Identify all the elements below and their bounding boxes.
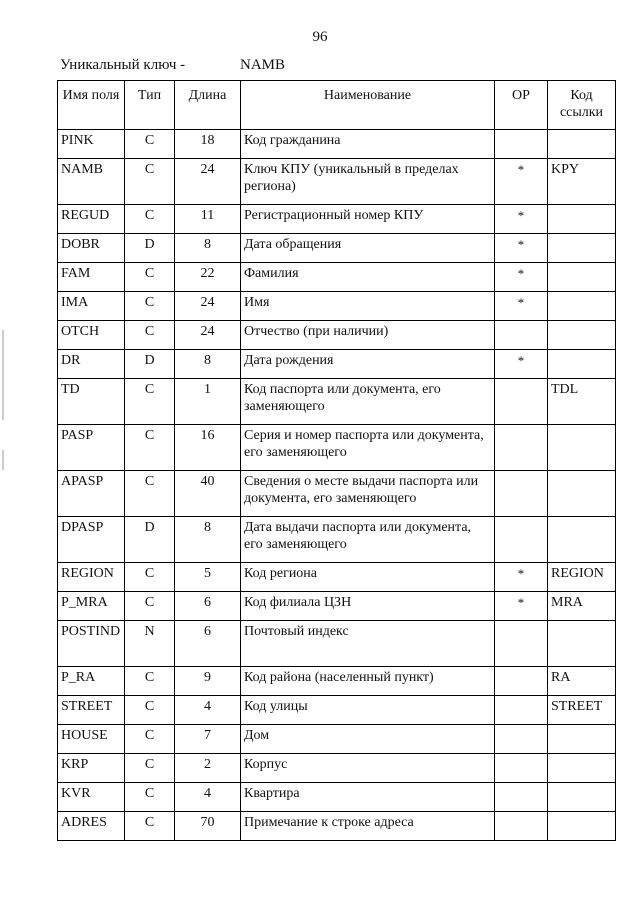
cell-required: * xyxy=(495,205,548,234)
cell-required xyxy=(495,425,548,471)
cell-required: * xyxy=(495,292,548,321)
cell-ref-code: KPY xyxy=(548,159,616,205)
cell-ref-code: REGION xyxy=(548,563,616,592)
table-row xyxy=(58,725,616,754)
cell-field-name: REGUD xyxy=(58,205,125,234)
cell-description: Дата рождения xyxy=(241,350,495,379)
cell-ref-code: STREET xyxy=(548,696,616,725)
fields-table xyxy=(57,80,616,841)
cell-ref-code xyxy=(548,205,616,234)
cell-type: C xyxy=(125,667,175,696)
scan-edge-mark xyxy=(2,450,4,470)
table-row xyxy=(58,696,616,725)
cell-length: 70 xyxy=(175,812,241,841)
cell-description: Код региона xyxy=(241,563,495,592)
cell-length: 8 xyxy=(175,517,241,563)
cell-required xyxy=(495,130,548,159)
cell-type: D xyxy=(125,350,175,379)
cell-ref-code: MRA xyxy=(548,592,616,621)
cell-type: N xyxy=(125,621,175,667)
cell-field-name: DR xyxy=(58,350,125,379)
table-row xyxy=(58,263,616,292)
cell-required: * xyxy=(495,263,548,292)
cell-description: Регистрационный номер КПУ xyxy=(241,205,495,234)
table-row xyxy=(58,159,616,205)
table-row xyxy=(58,783,616,812)
cell-field-name: IMA xyxy=(58,292,125,321)
cell-required: * xyxy=(495,563,548,592)
cell-required xyxy=(495,783,548,812)
cell-ref-code xyxy=(548,517,616,563)
cell-required: * xyxy=(495,234,548,263)
table-body xyxy=(58,130,616,841)
cell-field-name: P_MRA xyxy=(58,592,125,621)
cell-field-name: KRP xyxy=(58,754,125,783)
cell-required xyxy=(495,812,548,841)
cell-length: 5 xyxy=(175,563,241,592)
cell-field-name: OTCH xyxy=(58,321,125,350)
cell-length: 24 xyxy=(175,159,241,205)
cell-description: Имя xyxy=(241,292,495,321)
cell-required xyxy=(495,379,548,425)
cell-type: C xyxy=(125,725,175,754)
cell-field-name: POSTIND xyxy=(58,621,125,667)
cell-ref-code xyxy=(548,471,616,517)
cell-length: 7 xyxy=(175,725,241,754)
cell-type: C xyxy=(125,592,175,621)
cell-description: Фамилия xyxy=(241,263,495,292)
unique-key-line xyxy=(60,57,286,74)
cell-description: Квартира xyxy=(241,783,495,812)
cell-length: 24 xyxy=(175,321,241,350)
cell-length: 2 xyxy=(175,754,241,783)
cell-required: * xyxy=(495,159,548,205)
header-length: Длина xyxy=(175,81,241,130)
table-row xyxy=(58,205,616,234)
cell-description: Почтовый индекс xyxy=(241,621,495,667)
cell-required: * xyxy=(495,592,548,621)
cell-field-name: APASP xyxy=(58,471,125,517)
table-row xyxy=(58,321,616,350)
cell-type: C xyxy=(125,783,175,812)
cell-type: D xyxy=(125,517,175,563)
table-row xyxy=(58,667,616,696)
table-row xyxy=(58,350,616,379)
cell-type: C xyxy=(125,812,175,841)
header-ref-code: Код ссылки xyxy=(548,81,616,130)
cell-description: Код филиала ЦЗН xyxy=(241,592,495,621)
table-row xyxy=(58,621,616,667)
cell-description: Ключ КПУ (уникальный в пределах региона) xyxy=(241,159,495,205)
cell-length: 8 xyxy=(175,350,241,379)
cell-ref-code: TDL xyxy=(548,379,616,425)
cell-length: 1 xyxy=(175,379,241,425)
cell-description: Серия и номер паспорта или документа, его заменяющего xyxy=(241,425,495,471)
cell-type: C xyxy=(125,321,175,350)
cell-ref-code xyxy=(548,425,616,471)
cell-type: D xyxy=(125,234,175,263)
cell-required xyxy=(495,725,548,754)
cell-required xyxy=(495,471,548,517)
cell-description: Примечание к строке адреса xyxy=(241,812,495,841)
cell-length: 40 xyxy=(175,471,241,517)
cell-length: 4 xyxy=(175,696,241,725)
table-row xyxy=(58,425,616,471)
cell-description: Сведения о месте выдачи паспорта или документа, его заменяющего xyxy=(241,471,495,517)
header-required: ОР xyxy=(495,81,548,130)
table-row xyxy=(58,234,616,263)
table-row xyxy=(58,592,616,621)
cell-required xyxy=(495,621,548,667)
cell-field-name: P_RA xyxy=(58,667,125,696)
table-header-row xyxy=(58,81,616,130)
cell-field-name: KVR xyxy=(58,783,125,812)
cell-field-name: PASP xyxy=(58,425,125,471)
cell-field-name: FAM xyxy=(58,263,125,292)
cell-field-name: DPASP xyxy=(58,517,125,563)
cell-length: 9 xyxy=(175,667,241,696)
cell-field-name: DOBR xyxy=(58,234,125,263)
cell-ref-code xyxy=(548,754,616,783)
header-description: Наименование xyxy=(241,81,495,130)
header-field-name: Имя поля xyxy=(58,81,125,130)
table-row xyxy=(58,517,616,563)
cell-required: * xyxy=(495,350,548,379)
cell-type: C xyxy=(125,159,175,205)
cell-length: 24 xyxy=(175,292,241,321)
cell-length: 11 xyxy=(175,205,241,234)
table-row xyxy=(58,130,616,159)
cell-required xyxy=(495,667,548,696)
cell-required xyxy=(495,696,548,725)
cell-field-name: PINK xyxy=(58,130,125,159)
cell-description: Дата обращения xyxy=(241,234,495,263)
cell-type: C xyxy=(125,471,175,517)
cell-ref-code xyxy=(548,725,616,754)
cell-ref-code xyxy=(548,263,616,292)
cell-type: C xyxy=(125,563,175,592)
cell-length: 16 xyxy=(175,425,241,471)
scan-edge-mark xyxy=(2,330,4,420)
cell-description: Корпус xyxy=(241,754,495,783)
cell-field-name: HOUSE xyxy=(58,725,125,754)
header-type: Тип xyxy=(125,81,175,130)
cell-description: Код паспорта или документа, его заменяющего xyxy=(241,379,495,425)
cell-ref-code xyxy=(548,321,616,350)
table-row xyxy=(58,812,616,841)
cell-description: Код гражданина xyxy=(241,130,495,159)
cell-type: C xyxy=(125,205,175,234)
cell-field-name: STREET xyxy=(58,696,125,725)
cell-field-name: NAMB xyxy=(58,159,125,205)
cell-type: C xyxy=(125,754,175,783)
cell-type: C xyxy=(125,292,175,321)
table-row xyxy=(58,754,616,783)
cell-ref-code xyxy=(548,234,616,263)
cell-ref-code xyxy=(548,812,616,841)
cell-field-name: REGION xyxy=(58,563,125,592)
table-row xyxy=(58,292,616,321)
cell-ref-code: RA xyxy=(548,667,616,696)
table-row xyxy=(58,471,616,517)
cell-field-name: TD xyxy=(58,379,125,425)
cell-length: 18 xyxy=(175,130,241,159)
cell-ref-code xyxy=(548,621,616,667)
cell-type: C xyxy=(125,379,175,425)
table-row xyxy=(58,563,616,592)
cell-required xyxy=(495,321,548,350)
cell-required xyxy=(495,754,548,783)
page-number: 96 xyxy=(312,29,328,45)
cell-description: Код района (населенный пункт) xyxy=(241,667,495,696)
table-row xyxy=(58,379,616,425)
cell-length: 22 xyxy=(175,263,241,292)
cell-length: 4 xyxy=(175,783,241,812)
unique-key-value: NAMB xyxy=(240,57,286,73)
cell-description: Дата выдачи паспорта или документа, его заменяющего xyxy=(241,517,495,563)
cell-length: 6 xyxy=(175,592,241,621)
cell-ref-code xyxy=(548,130,616,159)
cell-type: C xyxy=(125,130,175,159)
cell-type: C xyxy=(125,425,175,471)
cell-description: Дом xyxy=(241,725,495,754)
cell-required xyxy=(495,517,548,563)
cell-description: Код улицы xyxy=(241,696,495,725)
cell-type: C xyxy=(125,263,175,292)
cell-ref-code xyxy=(548,350,616,379)
cell-type: C xyxy=(125,696,175,725)
cell-ref-code xyxy=(548,783,616,812)
cell-length: 8 xyxy=(175,234,241,263)
cell-field-name: ADRES xyxy=(58,812,125,841)
cell-length: 6 xyxy=(175,621,241,667)
cell-description: Отчество (при наличии) xyxy=(241,321,495,350)
unique-key-label: Уникальный ключ - xyxy=(60,57,186,73)
cell-ref-code xyxy=(548,292,616,321)
